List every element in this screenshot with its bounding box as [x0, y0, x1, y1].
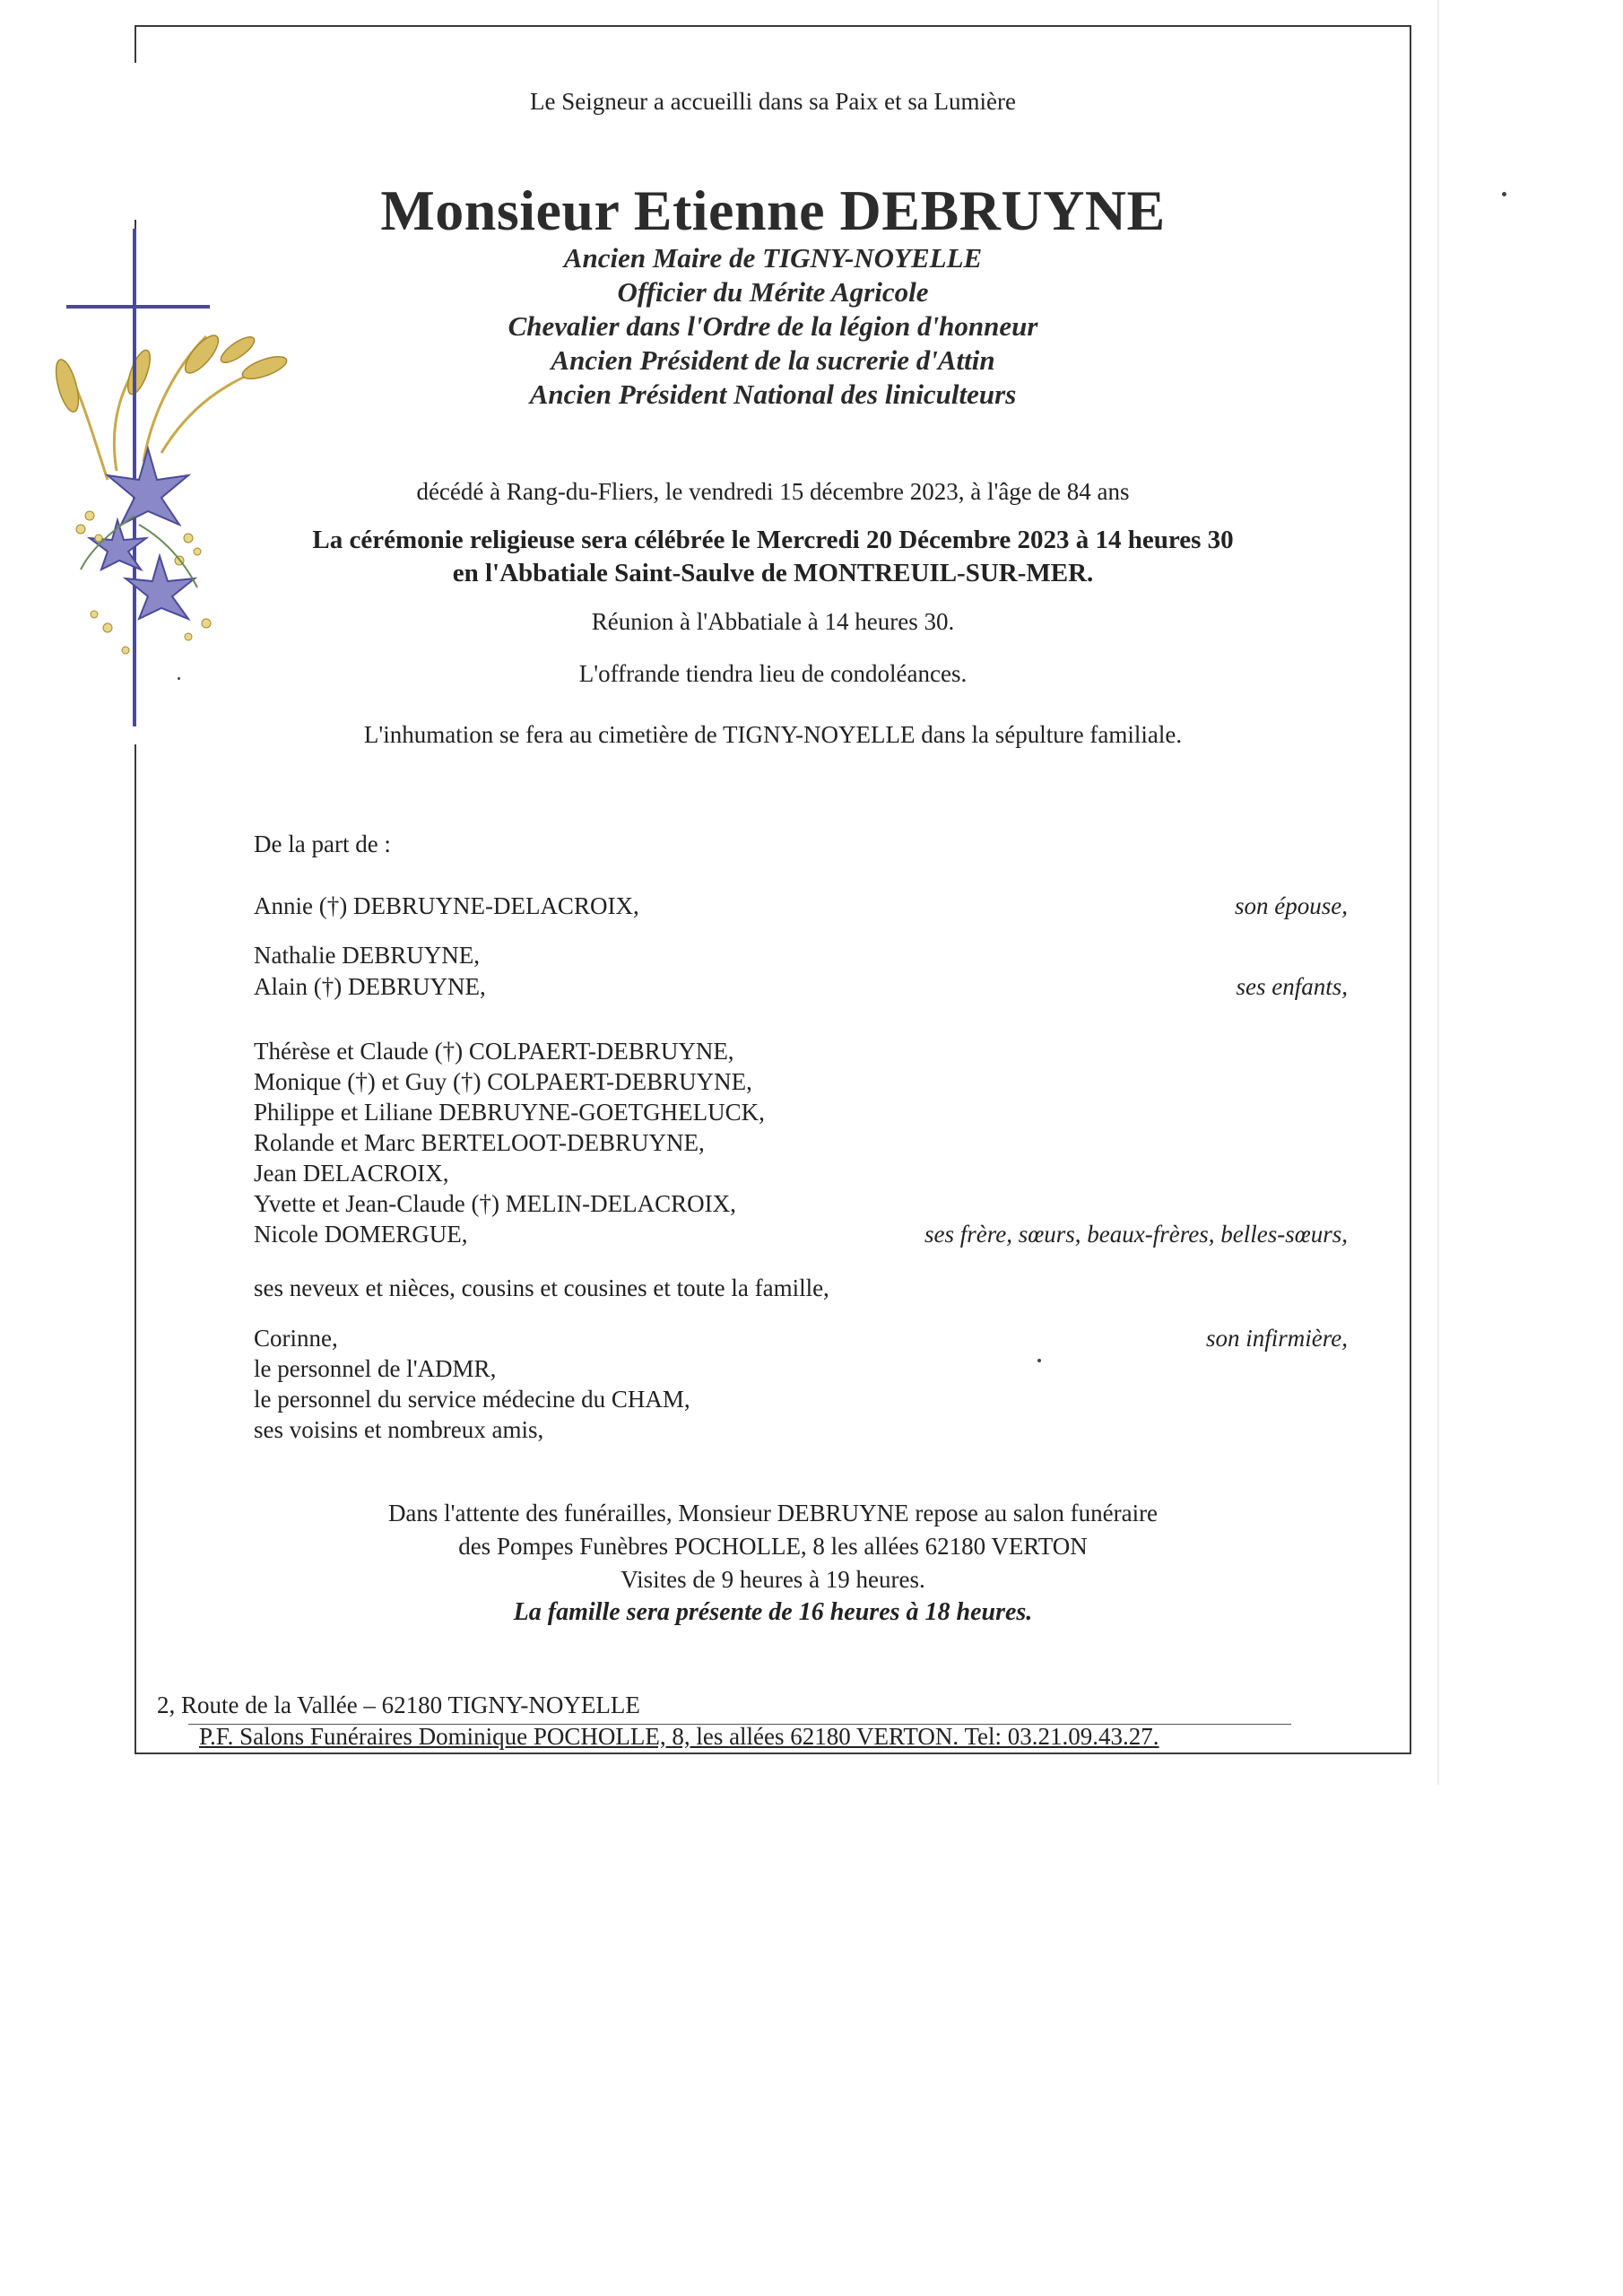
- deceased-name: Monsieur Etienne DEBRUYNE: [380, 178, 1166, 242]
- other-name: le personnel de l'ADMR,: [254, 1355, 497, 1382]
- scan-speck: [178, 677, 180, 680]
- extended-family-line: ses neveux et nièces, cousins et cousines et toute la famille,: [254, 1274, 829, 1301]
- ceremony-line: La cérémonie religieuse sera célébrée le Mercredi 20 Décembre 2023 à 14 heures 30: [312, 526, 1234, 554]
- funeral-home-line: Dans l'attente des funérailles, Monsieur DEBRUYNE repose au salon funéraire: [387, 1500, 1159, 1526]
- offering-line: L'offrande tiendra lieu de condoléances.: [578, 660, 968, 687]
- visits-line: Visites de 9 heures à 19 heures.: [621, 1566, 925, 1593]
- sibling-name: Thérèse et Claude (†) COLPAERT-DEBRUYNE,: [254, 1038, 734, 1065]
- death-line: décédé à Rang-du-Fliers, le vendredi 15 décembre 2023, à l'âge de 84 ans: [416, 478, 1130, 505]
- footer-funeral-services: P.F. Salons Funéraires Dominique POCHOLLE, 8, les allées 62180 VERTON. Tel: 03.21.09.43.27.: [199, 1723, 1159, 1750]
- title-line: Ancien Président de la sucrerie d'Attin: [551, 344, 995, 376]
- sibling-name: Monique (†) et Guy (†) COLPAERT-DEBRUYNE,: [254, 1068, 752, 1095]
- scan-speck: [1037, 1359, 1041, 1362]
- funeral-home-line: des Pompes Funèbres POCHOLLE, 8 les allées 62180 VERTON: [458, 1533, 1088, 1560]
- child-name: Alain (†) DEBRUYNE,: [254, 973, 486, 1000]
- spouse-name: Annie (†) DEBRUYNE-DELACROIX,: [254, 892, 639, 919]
- family-intro: De la part de :: [254, 831, 391, 857]
- siblings-role: ses frère, sœurs, beaux-frères, belles-sœurs,: [924, 1221, 1348, 1248]
- intro-line: Le Seigneur a accueilli dans sa Paix et sa Lumière: [529, 88, 1017, 115]
- sibling-name: Yvette et Jean-Claude (†) MELIN-DELACROIX,: [254, 1190, 736, 1217]
- sibling-name: Nicole DOMERGUE,: [254, 1221, 468, 1248]
- other-name: le personnel du service médecine du CHAM,: [254, 1386, 690, 1413]
- spouse-role: son épouse,: [1235, 892, 1348, 919]
- scan-sheet-edge: [1437, 0, 1439, 1785]
- other-name: ses voisins et nombreux amis,: [254, 1416, 544, 1443]
- scan-speck: [1502, 192, 1506, 196]
- title-line: Ancien Président National des liniculteurs: [529, 378, 1017, 410]
- sibling-name: Rolande et Marc BERTELOOT-DEBRUYNE,: [254, 1129, 705, 1156]
- other-name: Corinne,: [254, 1325, 338, 1352]
- nurse-role: son infirmière,: [1206, 1325, 1348, 1352]
- family-presence-line: La famille sera présente de 16 heures à 18 heures.: [513, 1598, 1033, 1626]
- footer-address: 2, Route de la Vallée – 62180 TIGNY-NOYELLE: [157, 1692, 640, 1718]
- burial-line: L'inhumation se fera au cimetière de TIGNY-NOYELLE dans la sépulture familiale.: [363, 721, 1183, 748]
- sibling-name: Jean DELACROIX,: [254, 1160, 449, 1187]
- title-line: Chevalier dans l'Ordre de la légion d'honneur: [508, 310, 1038, 342]
- sibling-name: Philippe et Liliane DEBRUYNE-GOETGHELUCK,: [254, 1099, 765, 1126]
- children-role: ses enfants,: [1236, 973, 1348, 1000]
- title-line: Ancien Maire de TIGNY-NOYELLE: [563, 242, 983, 274]
- title-line: Officier du Mérite Agricole: [617, 276, 929, 308]
- reunion-line: Réunion à l'Abbatiale à 14 heures 30.: [591, 608, 955, 635]
- child-name: Nathalie DEBRUYNE,: [254, 942, 480, 969]
- ceremony-place-line: en l'Abbatiale Saint-Saulve de MONTREUIL-SUR-MER.: [452, 559, 1094, 587]
